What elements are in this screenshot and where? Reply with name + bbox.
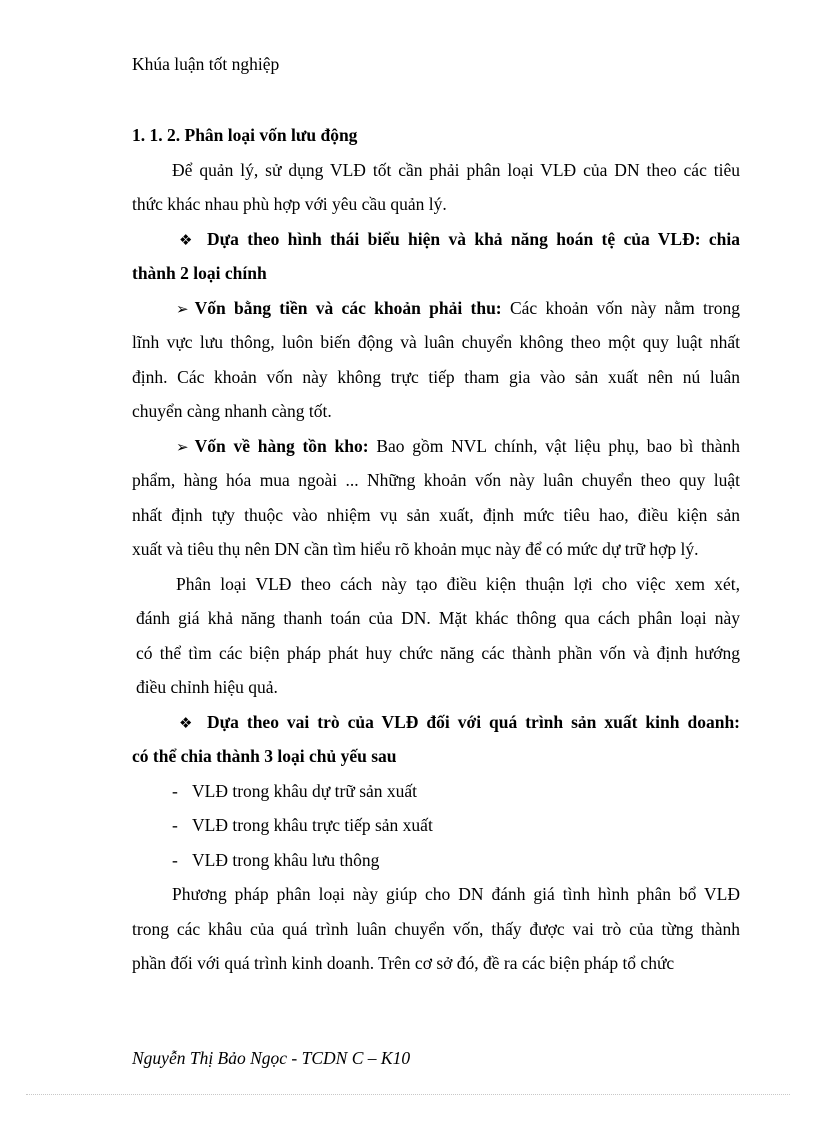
intro-line: Để quản lý, sử dụng VLĐ tốt cần phải phân loại VLĐ của DN theo các tiêu [172,159,740,180]
summary-2-line: Phương pháp phân loại này giúp cho DN đánh giá tình hình phân bổ VLĐ [172,884,740,904]
item-1-text: Các khoản vốn này nằm trong [501,297,740,318]
summary-1-line: Phân loại VLĐ theo cách này tạo điều kiện thuận lợi cho việc xem xét, [176,573,740,594]
item-2-first-line [132,431,740,466]
item-1-line: định. Các khoản vốn này không trực tiếp tham gia vào sản xuất nên nú luân [132,366,740,387]
diamond-bullet-icon: ❖ [179,713,193,732]
page-content [132,120,740,983]
item-1-line: lĩnh vực lưu thông, luôn biến động và luân chuyển không theo một quy luật nhất [132,332,740,352]
arrow-bullet-icon: ➢ [176,299,189,318]
dash-bullet: - [172,815,178,835]
item-2-line: phẩm, hàng hóa mua ngoài ... Những khoản vốn này luân chuyển theo quy luật [132,470,740,490]
dash-bullet: - [172,849,178,870]
item-1-label: Vốn bằng tiền và các khoản phải thu: [194,297,502,318]
criterion-2-line [132,707,740,742]
criterion-1-line: thành 2 loại chính [132,263,267,283]
dash-item-text: VLĐ trong khâu trực tiếp sản xuất [192,815,433,835]
item-1-line: chuyển càng nhanh càng tốt. [132,401,332,421]
criterion-1-line [132,224,740,259]
dash-bullet: - [172,780,178,801]
criterion-2-line: có thể chia thành 3 loại chủ yếu sau [132,746,397,766]
dash-item-text: VLĐ trong khâu dự trữ sản xuất [192,780,418,801]
arrow-bullet-icon: ➢ [176,437,189,456]
summary-1-line: điều chỉnh hiệu quả. [136,677,278,697]
criterion-2-text: Dựa theo vai trò của VLĐ đối với quá trình sản xuất kinh doanh: [207,711,740,732]
page-bottom-divider [26,1094,790,1095]
dash-list-item [132,810,740,845]
item-2-label: Vốn về hàng tồn kho: [194,435,369,456]
item-2-line: nhất định tựy thuộc vào nhiệm vụ sản xuất, định mức tiêu hao, điều kiện sản [132,504,740,525]
dash-item-text: VLĐ trong khâu lưu thông [192,849,380,870]
summary-2-line: phần đối với quá trình kinh doanh. Trên cơ sở đó, đề ra các biện pháp tổ chức [132,953,675,973]
page-footer: Nguyễn Thị Bảo Ngọc - TCDN C – K10 [132,1048,411,1068]
item-2-line: xuất và tiêu thụ nên DN cần tìm hiểu rõ khoản mục này để có mức dự trữ hợp lý. [132,539,699,559]
item-2-text: Bao gồm NVL chính, vật liệu phụ, bao bì thành [368,435,740,456]
item-1-first-line [132,293,740,328]
page-header: Khúa luận tốt nghiệp [132,54,280,74]
summary-2-line: trong các khâu của quá trình luân chuyển vốn, thấy được vai trò của từng thành [132,918,740,939]
criterion-1-text: Dựa theo hình thái biểu hiện và khả năng hoán tệ của VLĐ: chia [207,228,740,249]
intro-line: thức khác nhau phù hợp với yêu cầu quản lý. [132,194,447,214]
summary-1-line: đánh giá khả năng thanh toán của DN. Mặt khác thông qua cách phân loại này [136,608,740,628]
dash-list-item [132,776,740,811]
section-heading: 1. 1. 2. Phân loại vốn lưu động [132,125,358,145]
dash-list-item [132,845,740,880]
summary-1-line: có thể tìm các biện pháp phát huy chức năng các thành phần vốn và định hướng [136,642,740,663]
diamond-bullet-icon: ❖ [179,230,193,249]
